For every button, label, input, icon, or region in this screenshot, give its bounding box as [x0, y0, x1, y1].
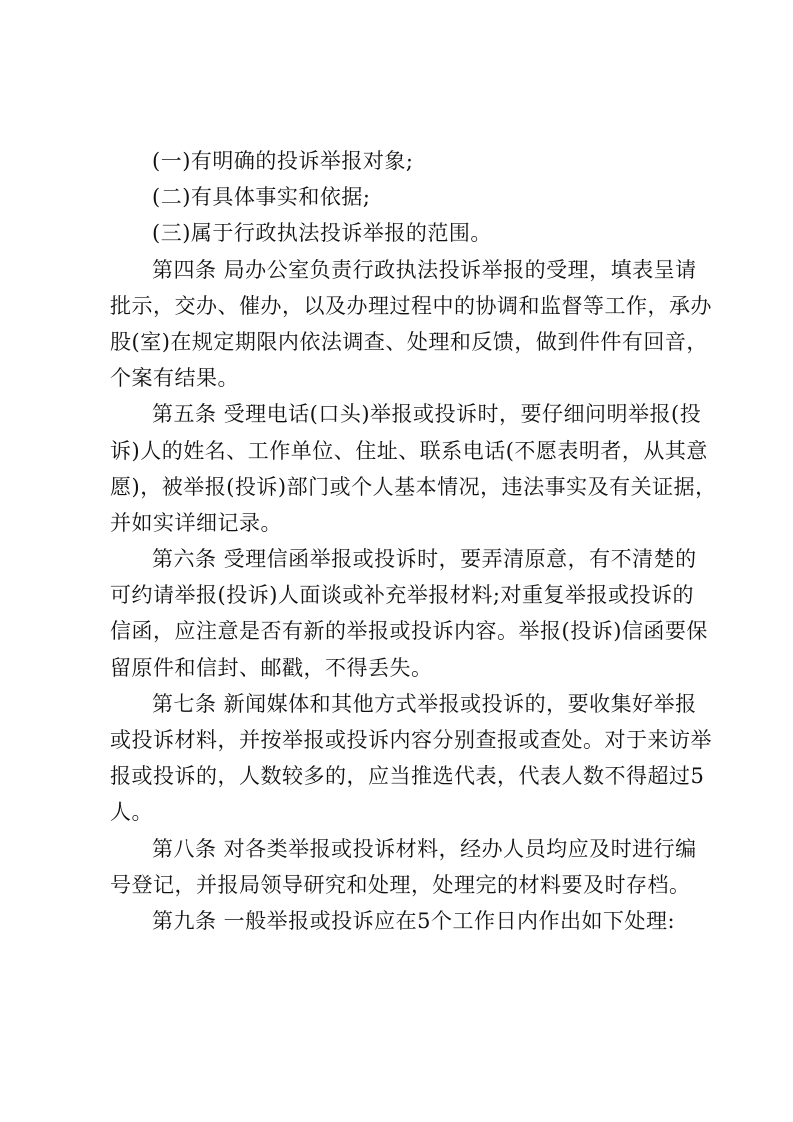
text-line: 人。: [110, 800, 153, 825]
text-line: 个案有结果。: [110, 366, 239, 391]
document-body: [110, 143, 717, 939]
text-line: (一)有明确的投诉举报对象;: [152, 149, 414, 173]
text-line: 第五条 受理电话(口头)举报或投诉时，要仔细问明举报(投: [152, 402, 702, 427]
text-line: 第八条 对各类举报或投诉材料，经办人员均应及时进行编: [152, 836, 697, 861]
text-line: 愿)，被举报(投诉)部门或个人基本情况，违法事实及有关证据，: [110, 474, 717, 499]
text-line: (二)有具体事实和依据;: [152, 185, 371, 210]
text-line: 可约请举报(投诉)人面谈或补充举报材料;对重复举报或投诉的: [110, 583, 694, 608]
text-line: 第四条 局办公室负责行政执法投诉举报的受理，填表呈请: [152, 257, 697, 282]
text-line: (三)属于行政执法投诉举报的范围。: [152, 221, 492, 246]
text-line: 诉)人的姓名、工作单位、住址、联系电话(不愿表明者，从其意: [110, 438, 708, 463]
text-line: 股(室)在规定期限内依法调查、处理和反馈，做到件件有回音，: [110, 329, 708, 354]
text-line: 第七条 新闻媒体和其他方式举报或投诉的，要收集好举报: [152, 691, 697, 716]
text-line: 或投诉材料，并按举报或投诉内容分别查报或查处。对于来访举: [110, 728, 712, 752]
text-line: 第六条 受理信函举报或投诉时，要弄清原意，有不清楚的: [152, 547, 697, 572]
text-line: 留原件和信封、邮戳，不得丢失。: [110, 655, 433, 680]
text-line: 第九条 一般举报或投诉应在5个工作日内作出如下处理:: [152, 908, 676, 933]
text-line: 并如实详细记录。: [110, 510, 282, 535]
text-line: 批示，交办、催办，以及办理过程中的协调和监督等工作，承办: [110, 293, 712, 318]
text-line: 信函，应注意是否有新的举报或投诉内容。举报(投诉)信函要保: [110, 619, 708, 644]
text-line: 报或投诉的，人数较多的，应当推选代表，代表人数不得超过5: [110, 764, 705, 789]
text-line: 号登记，并报局领导研究和处理，处理完的材料要及时存档。: [110, 872, 691, 897]
